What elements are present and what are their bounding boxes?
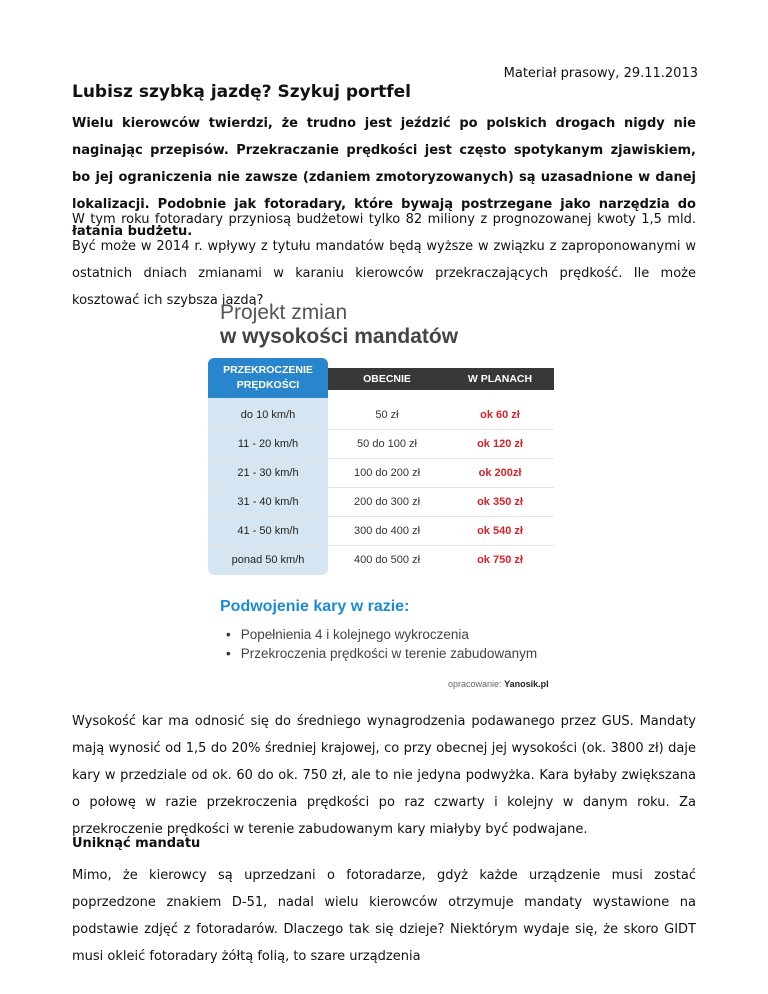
double-penalty-list <box>226 625 537 663</box>
table-row <box>208 430 554 458</box>
table-row <box>208 517 554 545</box>
fines-infographic <box>200 295 570 700</box>
cell-planned: ok 60 zł <box>480 409 520 421</box>
list-item: • Popełnienia 4 i kolejnego wykroczenia <box>226 625 537 644</box>
cell-speed: 41 - 50 km/h <box>237 525 299 537</box>
cell-speed: 31 - 40 km/h <box>237 496 299 508</box>
article-title: Lubisz szybką jazdę? Szykuj portfel <box>72 82 411 102</box>
section-heading: Uniknąć mandatu <box>72 836 201 851</box>
cell-planned: ok 120 zł <box>477 438 523 450</box>
credit-source: Yanosik.pl <box>504 679 549 689</box>
paragraph-3: Mimo, że kierowcy są uprzedzani o fotoradarze, gdyż każde urządzenie musi zostać poprzedzone znakiem D-51, nadal wielu kierowców otrzymuje mandaty wystawione na podstawie zdjęć z fotoradarów. Dlaczego tak się dzieje? Niektórym wydaje się, że skoro GIDT musi okleić fotoradary żółtą folią, to szare urządzenia <box>72 868 696 964</box>
cell-planned: ok 350 zł <box>477 496 523 508</box>
cell-current: 50 do 100 zł <box>357 438 417 450</box>
table-row <box>208 401 554 429</box>
cell-current: 200 do 300 zł <box>353 496 421 508</box>
lead-paragraph: Wielu kierowców twierdzi, że trudno jest jeździć po polskich drogach nigdy nie naginając przepisów. Przekraczanie prędkości jest często spotykanym zjawiskiem, bo jej ograniczenia nie zawsze (zdaniem zmotoryzowanych) są uzasadnione w danej lokalizacji. Podobnie jak fotoradary, które bywają postrzegane jako narzędzia do łatania budżetu. <box>72 116 696 239</box>
table-row <box>208 546 554 574</box>
infographic-credit <box>448 679 549 689</box>
cell-speed: do 10 km/h <box>240 409 296 421</box>
table-row <box>208 488 554 516</box>
cell-planned: ok 750 zł <box>477 554 523 566</box>
list-item: • Przekroczenia prędkości w terenie zabudowanym <box>226 644 537 663</box>
header-planned: W PLANACH <box>467 373 533 385</box>
table-row <box>208 459 554 487</box>
cell-planned: ok 200zł <box>478 467 522 479</box>
credit-label: opracowanie: <box>448 679 502 689</box>
header-speed-line2: PRĘDKOŚCI <box>236 379 300 391</box>
header-current: OBECNIE <box>363 373 411 385</box>
cell-speed: 11 - 20 km/h <box>237 438 299 450</box>
header-speed-line1: PRZEKROCZENIE <box>223 364 313 376</box>
header-speed <box>208 358 328 398</box>
cell-current: 400 do 500 zł <box>353 554 421 566</box>
infographic-title-line1: Projekt zmian <box>220 301 348 324</box>
dateline: Materiał prasowy, 29.11.2013 <box>503 66 698 81</box>
paragraph-2: Wysokość kar ma odnosić się do średniego wynagrodzenia podawanego przez GUS. Mandaty mają wynosić od 1,5 do 20% średniej krajowej, co przy obecnej jej wysokości (ok. 3800 zł) daje kary w przedziale od ok. 60 do ok. 750 zł, ale to nie jedyna podwyżka. Kara byłaby zwiększana o połowę w razie przekroczenia prędkości po raz czwarty i kolejny w danym roku. Za przekroczenie prędkości w terenie zabudowanym kary miałyby być podwajane. <box>72 714 696 837</box>
cell-current: 50 zł <box>375 409 399 421</box>
cell-speed: 21 - 30 km/h <box>237 467 299 479</box>
double-penalty-title: Podwojenie kary w razie: <box>220 598 410 615</box>
infographic-title-line2: w wysokości mandatów <box>220 325 459 348</box>
cell-speed: ponad 50 km/h <box>231 554 305 566</box>
cell-current: 300 do 400 zł <box>353 525 421 537</box>
cell-current: 100 do 200 zł <box>353 467 421 479</box>
cell-planned: ok 540 zł <box>477 525 523 537</box>
paragraph-1: W tym roku fotoradary przyniosą budżetowi tylko 82 miliony z prognozowanej kwoty 1,5 mld. Być może w 2014 r. wpływy z tytułu mandatów będą wyższe w związku z zaproponowanymi w ostatnich dniach zmianami w karaniu kierowców przekraczających prędkość. Ile może kosztować ich szybsza jazda? <box>72 212 696 308</box>
